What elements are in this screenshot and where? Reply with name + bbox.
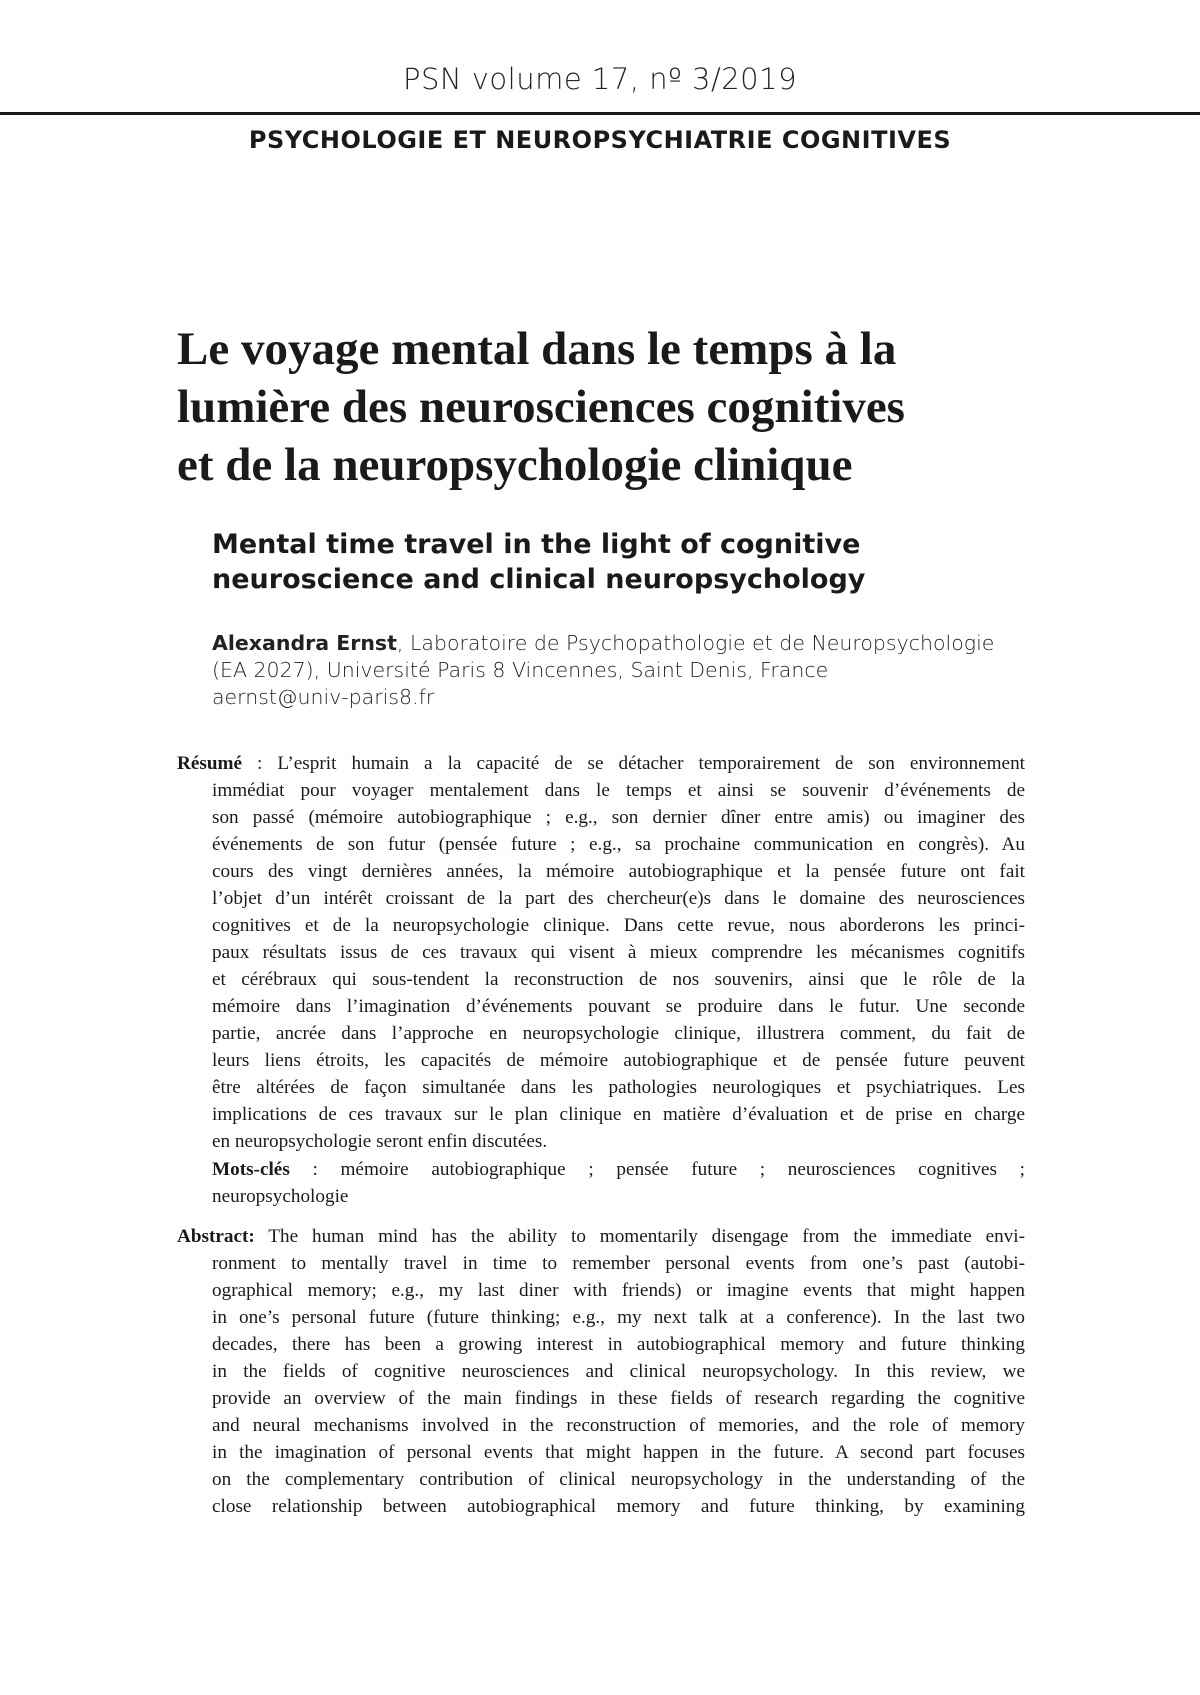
resume-line: implications de ces travaux sur le plan clinique en matière d’évaluation et de prise en charge bbox=[212, 1104, 1025, 1125]
resume-line: cognitives et de la neuropsychologie clinique. Dans cette revue, nous aborderons les princi- bbox=[212, 915, 1025, 936]
abstract-line: and neural mechanisms involved in the reconstruction of memories, and the role of memory bbox=[212, 1415, 1025, 1436]
resume-line: en neuropsychologie seront enfin discutées. bbox=[212, 1131, 548, 1152]
article-title-english bbox=[212, 527, 1072, 597]
abstract-first-line-text: The human mind has the ability to momentarily disengage from the immediate envi- bbox=[254, 1226, 1025, 1247]
abstract-line: provide an overview of the main findings in these fields of research regarding the cognitive bbox=[212, 1388, 1025, 1409]
resume-line: l’objet d’un intérêt croissant de la part des chercheur(e)s dans le domaine des neurosciences bbox=[212, 888, 1025, 909]
resume-line: immédiat pour voyager mentalement dans le temps et ainsi se souvenir d’événements de bbox=[212, 780, 1025, 801]
keywords-first-line bbox=[177, 1156, 1025, 1183]
article-title-french bbox=[177, 320, 1077, 494]
abstract-label: Abstract: bbox=[177, 1226, 255, 1247]
title-fr-line: et de la neuropsychologie clinique bbox=[177, 439, 853, 491]
keywords-line: neuropsychologie bbox=[212, 1186, 349, 1207]
resume-line: partie, ancrée dans l’approche en neuropsychologie clinique, illustrera comment, du fait de bbox=[212, 1023, 1025, 1044]
journal-name: PSYCHOLOGIE ET NEUROPSYCHIATRIE COGNITIVES bbox=[248, 126, 952, 154]
author-name: Alexandra Ernst bbox=[212, 631, 397, 655]
resume-line: paux résultats issus de ces travaux qui visent à mieux comprendre les mécanismes cognitifs bbox=[212, 942, 1025, 963]
abstract-line: on the complementary contribution of clinical neuropsychology in the understanding of the bbox=[212, 1469, 1025, 1490]
title-en-line: Mental time travel in the light of cognitive bbox=[212, 529, 861, 560]
author-line-1 bbox=[212, 630, 1042, 657]
keywords-first-line-text: : mémoire autobiographique ; pensée future ; neurosciences cognitives ; bbox=[289, 1159, 1025, 1180]
resume-label: Résumé bbox=[177, 753, 243, 774]
abstract-line: decades, there has been a growing interest in autobiographical memory and future thinking bbox=[212, 1334, 1025, 1355]
author-block bbox=[212, 630, 1042, 711]
author-affiliation-1: , Laboratoire de Psychopathologie et de Neuropsychologie bbox=[396, 631, 995, 655]
keywords-label: Mots-clés bbox=[212, 1159, 290, 1180]
running-head: PSN volume 17, nº 3/2019 bbox=[402, 62, 798, 96]
author-affiliation-2: (EA 2027), Université Paris 8 Vincennes, Saint Denis, France bbox=[212, 658, 829, 682]
resume-line: être altérées de façon simultanée dans les pathologies neurologiques et psychiatriques. Les bbox=[212, 1077, 1025, 1098]
author-email[interactable]: aernst@univ-paris8.fr bbox=[212, 685, 435, 709]
header-rule bbox=[0, 112, 1200, 115]
resume-line: mémoire dans l’imagination d’événements pouvant se produire dans le futur. Une seconde bbox=[212, 996, 1025, 1017]
resume-line: événements de son futur (pensée future ; e.g., sa prochaine communication en congrès). Au bbox=[212, 834, 1025, 855]
abstract-line: in one’s personal future (future thinking; e.g., my next talk at a conference). In the last two bbox=[212, 1307, 1025, 1328]
abstract-line: ronment to mentally travel in time to remember personal events from one’s past (autobi- bbox=[212, 1253, 1025, 1274]
resume-line: son passé (mémoire autobiographique ; e.g., son dernier dîner entre amis) ou imaginer des bbox=[212, 807, 1025, 828]
abstract-line: ographical memory; e.g., my last diner with friends) or imagine events that might happen bbox=[212, 1280, 1025, 1301]
resume-first-line bbox=[177, 750, 1025, 777]
abstract-paragraph bbox=[177, 1223, 1025, 1520]
title-fr-line: lumière des neurosciences cognitives bbox=[177, 381, 905, 433]
resume-line: cours des vingt dernières années, la mémoire autobiographique et la pensée future ont fait bbox=[212, 861, 1025, 882]
abstract-first-line bbox=[177, 1223, 1025, 1250]
abstract-line: in the fields of cognitive neurosciences and clinical neuropsychology. In this review, we bbox=[212, 1361, 1025, 1382]
title-fr-line: Le voyage mental dans le temps à la bbox=[177, 323, 897, 375]
resume-line: et cérébraux qui sous-tendent la reconstruction de nos souvenirs, ainsi que le rôle de la bbox=[212, 969, 1025, 990]
resume-paragraph bbox=[177, 750, 1025, 1155]
keywords-paragraph bbox=[177, 1156, 1025, 1210]
resume-line: leurs liens étroits, les capacités de mémoire autobiographique et de pensée future peuvent bbox=[212, 1050, 1025, 1071]
resume-first-line-text: : L’esprit humain a la capacité de se détacher temporairement de son environnement bbox=[242, 753, 1025, 774]
abstract-line: in the imagination of personal events that might happen in the future. A second part focuses bbox=[212, 1442, 1025, 1463]
abstract-line: close relationship between autobiographical memory and future thinking, by examining bbox=[212, 1496, 1025, 1517]
title-en-line: neuroscience and clinical neuropsychology bbox=[212, 564, 866, 595]
